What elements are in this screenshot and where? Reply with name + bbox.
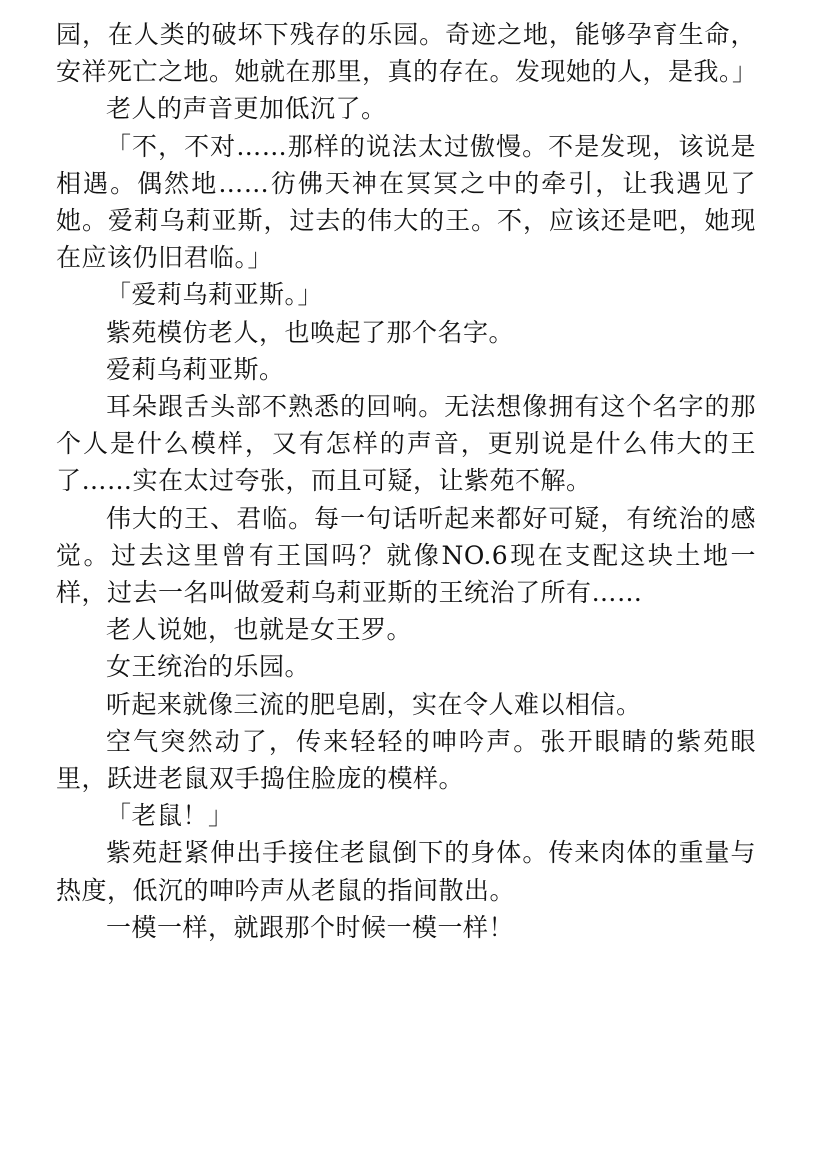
paragraph-14: 紫苑赶紧伸出手接住老鼠倒下的身体。传来肉体的重量与热度，低沉的呻吟声从老鼠的指间散出。 <box>56 838 756 905</box>
paragraph-11: 听起来就像三流的肥皂剧，实在令人难以相信。 <box>106 689 642 719</box>
paragraph-1: 园，在人类的破坏下残存的乐园。奇迹之地，能够孕育生命，安祥死亡之地。她就在那里，真的存在。发现她的人，是我。」 <box>56 20 758 87</box>
document-page <box>56 16 756 946</box>
paragraph-15: 一模一样，就跟那个时候一模一样！ <box>106 912 515 942</box>
paragraph-3: 「不，不对……那样的说法太过傲慢。不是发现，该说是相遇。偶然地……彷佛天神在冥冥之中的牵引，让我遇见了她。爱莉乌莉亚斯，过去的伟大的王。不，应该还是吧，她现在应该仍旧君临。」 <box>56 131 756 273</box>
paragraph-9: 老人说她，也就是女王罗。 <box>106 615 413 645</box>
paragraph-4: 「爱莉乌莉亚斯。」 <box>106 280 324 310</box>
paragraph-13: 「老鼠！」 <box>106 801 234 831</box>
paragraph-2: 老人的声音更加低沉了。 <box>106 94 387 124</box>
paragraph-7: 耳朵跟舌头部不熟悉的回响。无法想像拥有这个名字的那个人是什么模样，又有怎样的声音，更别说是什么伟大的王了……实在太过夸张，而且可疑，让紫苑不解。 <box>56 392 756 496</box>
paragraph-10: 女王统治的乐园。 <box>106 652 311 682</box>
paragraph-5: 紫苑模仿老人，也唤起了那个名字。 <box>106 317 515 347</box>
paragraph-8: 伟大的王、君临。每一句话听起来都好可疑，有统治的感觉。过去这里曾有王国吗？就像NO.6现在支配这块土地一样，过去一名叫做爱莉乌莉亚斯的王统治了所有…… <box>56 503 756 608</box>
paragraph-12: 空气突然动了，传来轻轻的呻吟声。张开眼睛的紫苑眼里，跃进老鼠双手捣住脸庞的模样。 <box>56 726 756 794</box>
paragraph-6: 爱莉乌莉亚斯。 <box>106 354 285 384</box>
